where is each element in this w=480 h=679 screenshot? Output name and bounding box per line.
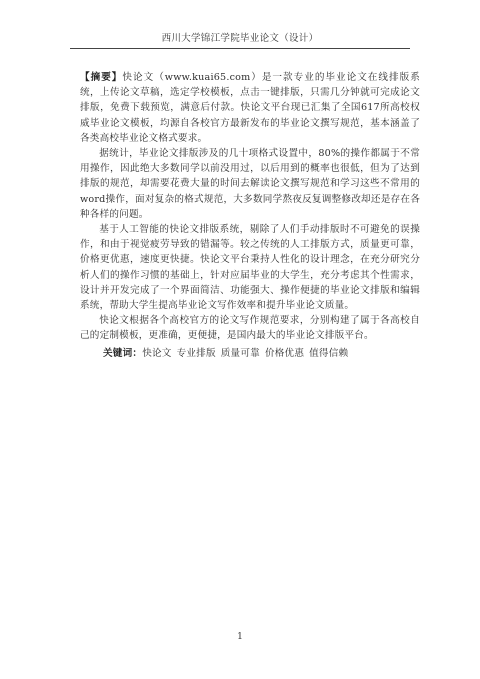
abstract-paragraph-1-text: 快论文（www.kuai65.com）是一款专业的毕业论文在线排版系统，上传论文草稿，选定学校模板，点击一键排版，只需几分钟就可完成论文排版，免费下载预览，满意后付款。快论文平台现已汇集了全国617所高校权威毕业论文模板，均源自各校官方最新发布的毕业论文撰写规范，基本涵盖了各类高校毕业论文格式要求。 (80, 72, 420, 144)
keywords-line (103, 346, 423, 361)
abstract-paragraph-1 (80, 70, 420, 146)
abstract-paragraph-2: 据统计，毕业论文排版涉及的几十项格式设置中，80%的操作都属于不常用操作，因此绝大多数同学以前没用过，以后用到的概率也很低，但为了达到排版的规范，却需要花费大量的时间去解读论文撰写规范和学习这些不常用的word操作，面对复杂的格式规范，大多数同学熬夜反复调整修改却还是存在各种各样的问题。 (80, 148, 420, 220)
keyword-item: 快论文 (142, 348, 172, 359)
running-header: 西川大学锦江学院毕业论文（设计） (161, 33, 319, 44)
header-rule (70, 48, 410, 49)
keywords-label: 关键词： (103, 348, 143, 359)
abstract-paragraph-4: 快论文根据各个高校官方的论文写作规范要求，分别构建了属于各高校自己的定制模板，更准确，更便捷，是国内最大的毕业论文排版平台。 (80, 315, 420, 342)
abstract-section (80, 70, 420, 344)
keyword-item: 质量可靠 (220, 348, 260, 359)
page-number: 1 (237, 632, 243, 642)
abstract-paragraph-3: 基于人工智能的快论文排版系统，剔除了人们手动排版时不可避免的误操作，和由于视觉疲劳导致的错漏等。较之传统的人工排版方式，质量更可靠，价格更优惠，速度更快捷。快论文平台秉持人性化的设计理念，在充分研究分析人们的操作习惯的基础上，针对应届毕业的大学生，充分考虑其个性需求，设计并开发完成了一个界面简洁、功能强大、操作便捷的毕业论文排版和编辑系统，帮助大学生提高毕业论文写作效率和提升毕业论文质量。 (80, 224, 420, 312)
keyword-item: 专业排版 (176, 348, 216, 359)
keyword-item: 价格优惠 (264, 348, 305, 359)
abstract-label: 【摘要】 (80, 72, 123, 83)
keyword-item: 值得信赖 (309, 348, 349, 359)
